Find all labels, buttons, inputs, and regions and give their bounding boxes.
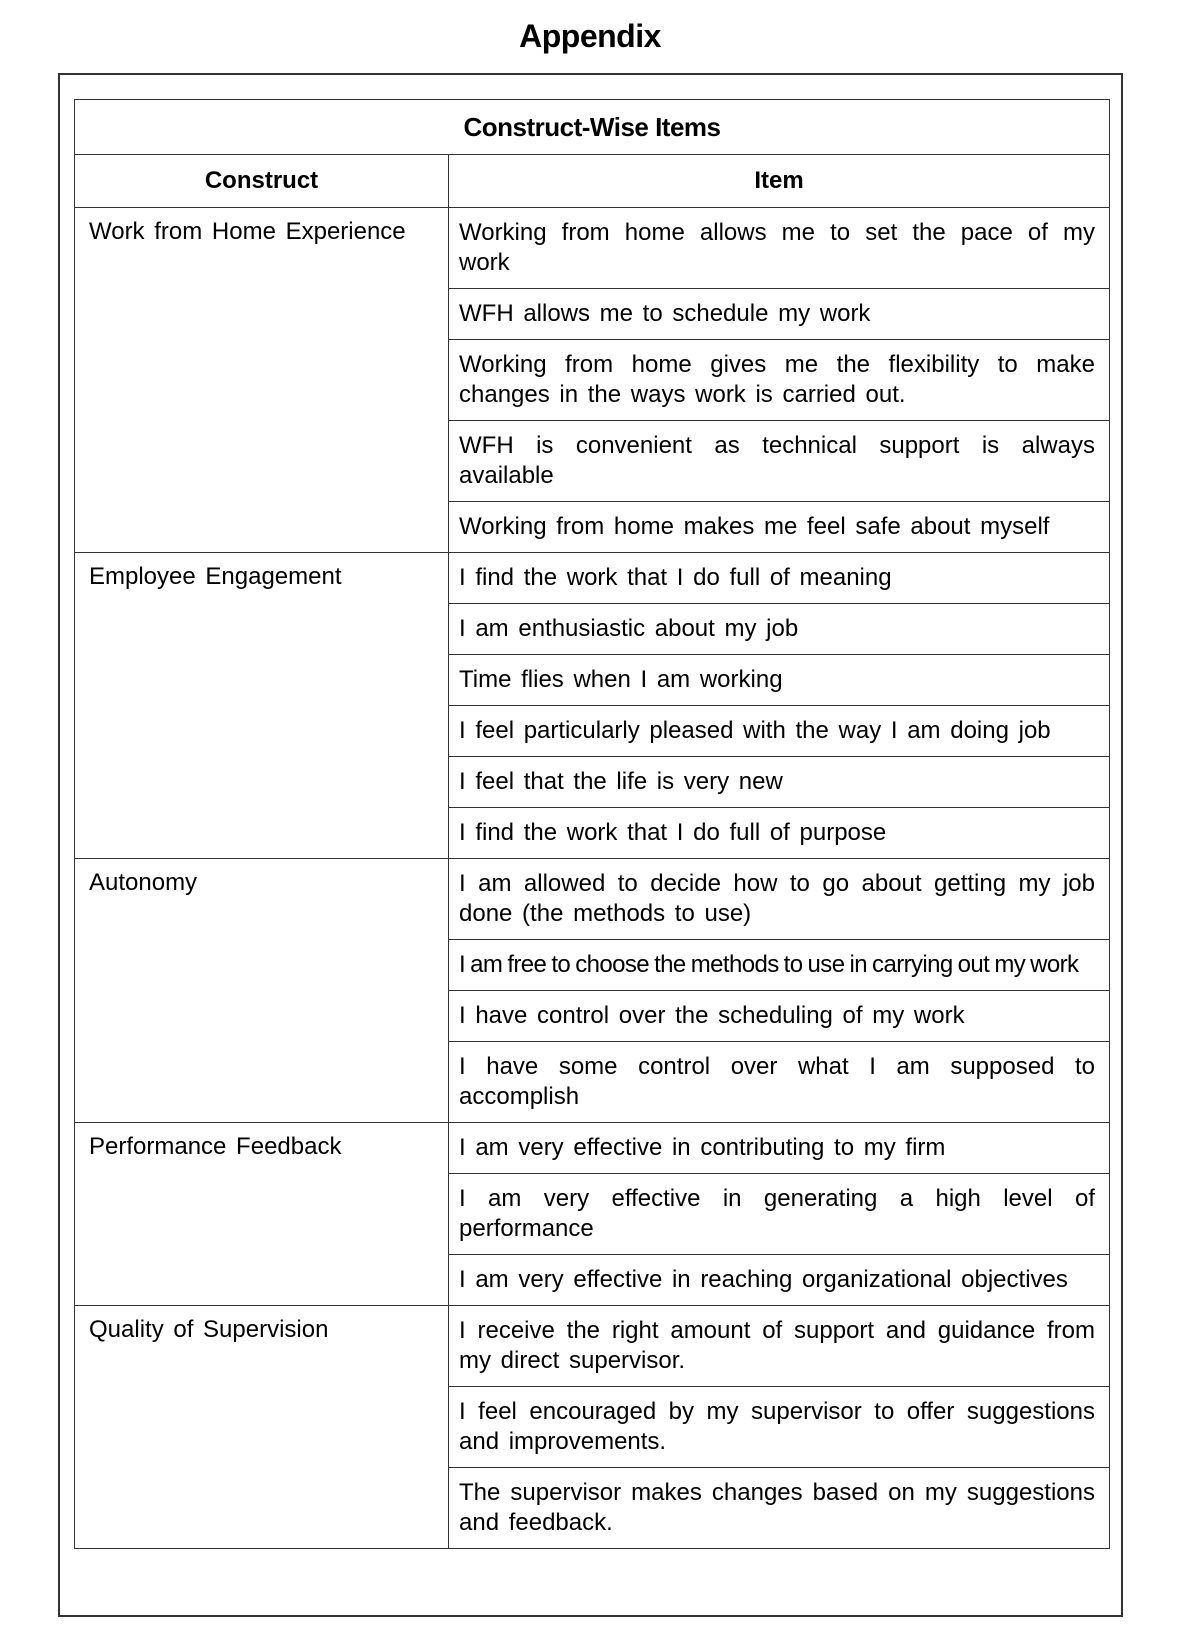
item-cell: Time flies when I am working <box>449 655 1110 706</box>
construct-cell: Performance Feedback <box>75 1123 449 1306</box>
item-cell: I have some control over what I am supposed to accomplish <box>449 1042 1110 1123</box>
item-cell: I am allowed to decide how to go about getting my job done (the methods to use) <box>449 859 1110 940</box>
item-cell: I am free to choose the methods to use in carrying out my work <box>449 940 1110 991</box>
table-row <box>75 1123 1110 1174</box>
item-cell: I am very effective in contributing to my firm <box>449 1123 1110 1174</box>
construct-cell: Autonomy <box>75 859 449 1123</box>
item-cell: WFH allows me to schedule my work <box>449 289 1110 340</box>
item-cell: I am very effective in reaching organizational objectives <box>449 1255 1110 1306</box>
item-cell: I receive the right amount of support and guidance from my direct supervisor. <box>449 1306 1110 1387</box>
item-cell: Working from home makes me feel safe about myself <box>449 502 1110 553</box>
item-cell: I have control over the scheduling of my work <box>449 991 1110 1042</box>
table-row <box>75 208 1110 289</box>
construct-cell: Work from Home Experience <box>75 208 449 553</box>
item-cell: Working from home allows me to set the pace of my work <box>449 208 1110 289</box>
page-title: Appendix <box>519 18 661 54</box>
table-row <box>75 1306 1110 1387</box>
item-cell: WFH is convenient as technical support is always available <box>449 421 1110 502</box>
column-header-construct: Construct <box>75 155 449 208</box>
construct-items-table <box>74 99 1110 1549</box>
column-header-item: Item <box>449 155 1110 208</box>
item-cell: I am enthusiastic about my job <box>449 604 1110 655</box>
item-cell: I feel that the life is very new <box>449 757 1110 808</box>
item-cell: I feel encouraged by my supervisor to offer suggestions and improvements. <box>449 1387 1110 1468</box>
table-row <box>75 553 1110 604</box>
construct-cell: Quality of Supervision <box>75 1306 449 1549</box>
item-cell: I feel particularly pleased with the way I am doing job <box>449 706 1110 757</box>
item-cell: I find the work that I do full of purpose <box>449 808 1110 859</box>
item-cell: The supervisor makes changes based on my suggestions and feedback. <box>449 1468 1110 1549</box>
table-caption: Construct-Wise Items <box>75 100 1110 155</box>
construct-cell: Employee Engagement <box>75 553 449 859</box>
item-cell: Working from home gives me the flexibility to make changes in the ways work is carried out. <box>449 340 1110 421</box>
table-row <box>75 859 1110 940</box>
item-cell: I find the work that I do full of meaning <box>449 553 1110 604</box>
item-cell: I am very effective in generating a high level of performance <box>449 1174 1110 1255</box>
